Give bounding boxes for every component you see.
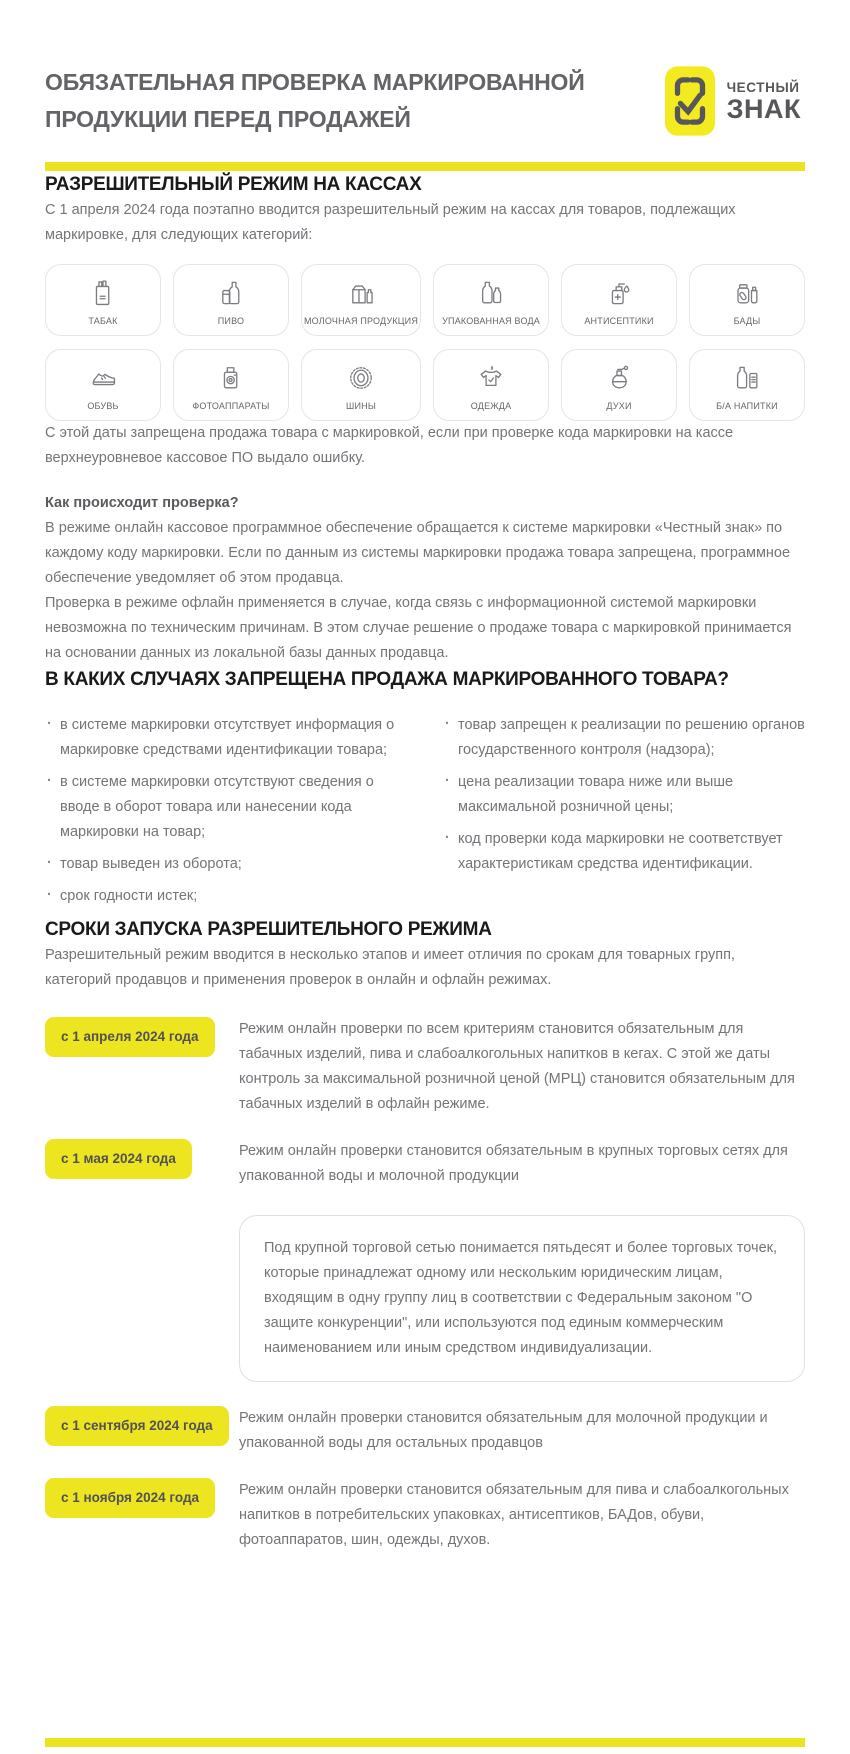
- category-card-perfume: [561, 349, 677, 421]
- bullet-item: · в системе маркировки отсутствует информация о маркировке средствами идентификации товара;: [45, 713, 407, 763]
- category-card-dairy: [301, 264, 421, 336]
- timeline-entry-text: Режим онлайн проверки по всем критериям становится обязательным для табачных изделий, пива и слабоалкогольных напитков в кегах. С этой же даты контроль за максимальной розничной ценой (МРЦ) становится обязательным для табачных изделий в офлайн режиме.: [239, 1021, 795, 1112]
- category-label: ПИВО: [217, 315, 245, 326]
- timeline-entry: [45, 1406, 805, 1456]
- brand-bottom: ЗНАК: [726, 94, 801, 124]
- page-title-line1: ОБЯЗАТЕЛЬНАЯ ПРОВЕРКА МАРКИРОВАННОЙ: [45, 69, 585, 95]
- yellow-divider-bottom: [45, 1738, 805, 1747]
- bullet-item: · товар запрещен к реализации по решению органов государственного контроля (надзора);: [443, 713, 805, 763]
- chestny-znak-check-icon: [665, 66, 715, 136]
- timeline-entry: [45, 1017, 805, 1117]
- category-label: МОЛОЧНАЯ ПРОДУКЦИЯ: [303, 315, 419, 326]
- timeline-intro: Разрешительный режим вводится в несколько этапов и имеет отличия по срокам для товарных групп, категорий продавцов и применения проверок в онлайн и офлайн режимах.: [45, 947, 735, 988]
- water-bottles-icon: [473, 274, 509, 312]
- category-label: ОБУВЬ: [87, 400, 119, 411]
- category-label: УПАКОВАННАЯ ВОДА: [442, 315, 540, 326]
- soft-drink-icon: [729, 359, 765, 397]
- bullet-item: · в системе маркировки отсутствуют сведения о вводе в оборот товара или нанесении кода маркировки на товар;: [45, 770, 407, 845]
- bullet-item: · срок годности истек;: [45, 884, 407, 909]
- category-grid: [45, 264, 805, 421]
- category-card-cameras: [173, 349, 289, 421]
- beer-bottle-icon: [213, 274, 249, 312]
- category-card-clothes: [433, 349, 549, 421]
- date-badge: с 1 мая 2024 года: [45, 1139, 192, 1179]
- category-label: АНТИСЕПТИКИ: [584, 315, 654, 326]
- timeline-entry: [45, 1139, 805, 1189]
- timeline-entry-text: Режим онлайн проверки становится обязательным в крупных торговых сетях для упакованной воды и молочной продукции: [239, 1143, 788, 1184]
- section-heading-permit: РАЗРЕШИТЕЛЬНЫЙ РЕЖИМ НА КАССАХ: [45, 174, 422, 195]
- note-text: Под крупной торговой сетью понимается пятьдесят и более торговых точек, которые принадлежат одному или нескольким юридическим лицам, входящим в одну группу лиц в соответствии с Федеральным законом "О защите конкуренции", или используются под единым коммерческим наименованием или иным средством индивидуализации.: [264, 1240, 778, 1356]
- supplements-jar-icon: [729, 274, 765, 312]
- brand-top: ЧЕСТНЫЙ: [726, 80, 800, 95]
- category-label: ДУХИ: [606, 400, 632, 411]
- category-card-soft-drinks: [689, 349, 805, 421]
- timeline-entry-text: Режим онлайн проверки становится обязательным для пива и слабоалкогольных напитков в потребительских упаковках, антисептиков, БАДов, обуви, фотоаппаратов, шин, одежды, духов.: [239, 1482, 789, 1548]
- sneaker-icon: [85, 359, 121, 397]
- tire-icon: [343, 359, 379, 397]
- perfume-bottle-icon: [601, 359, 637, 397]
- bullet-item: · товар выведен из оборота;: [45, 852, 407, 877]
- date-badge: с 1 апреля 2024 года: [45, 1017, 215, 1057]
- category-label: БАДЫ: [733, 315, 761, 326]
- category-card-supplements: [689, 264, 805, 336]
- cigarette-pack-icon: [85, 274, 121, 312]
- category-card-tires: [301, 349, 421, 421]
- page-title: [45, 64, 585, 138]
- section-forbidden-cases: [45, 666, 805, 916]
- online-mode-paragraph: В режиме онлайн кассовое программное обеспечение обращается к системе маркировки «Честный знак» по каждому коду маркировки. Если по данным из системы маркировки продажа товара запрещена, программное обеспечение уведомляет об этом продавца.: [45, 520, 791, 586]
- permit-intro: С 1 апреля 2024 года поэтапно вводится разрешительный режим на кассах для товаров, подлежащих маркировке, для следующих категорий:: [45, 202, 736, 243]
- bullet-item: · цена реализации товара ниже или выше максимальной розничной цены;: [443, 770, 805, 820]
- antiseptic-bottle-icon: [601, 274, 637, 312]
- date-badge: с 1 сентября 2024 года: [45, 1406, 229, 1446]
- category-label: ШИНЫ: [346, 400, 376, 411]
- section-heading-timeline: СРОКИ ЗАПУСКА РАЗРЕШИТЕЛЬНОГО РЕЖИМА: [45, 919, 492, 940]
- section-heading-forbidden: В КАКИХ СЛУЧАЯХ ЗАПРЕЩЕНА ПРОДАЖА МАРКИРОВАННОГО ТОВАРА?: [45, 669, 729, 690]
- yellow-divider-top: [45, 162, 805, 171]
- brand-name: [727, 80, 801, 122]
- category-label: ТАБАК: [88, 315, 118, 326]
- header: [45, 0, 805, 138]
- chestny-znak-logo: [665, 66, 801, 136]
- category-label: ОДЕЖДА: [470, 400, 512, 411]
- camera-icon: [213, 359, 249, 397]
- section-permit-mode: [45, 171, 805, 666]
- how-check-heading: Как происходит проверка?: [45, 495, 239, 511]
- section-timeline: [45, 916, 805, 1553]
- category-card-shoes: [45, 349, 161, 421]
- forbidden-left-column: [45, 713, 407, 916]
- bullet-item: · код проверки кода маркировки не соответствует характеристикам средства идентификации.: [443, 827, 805, 877]
- category-card-antiseptic: [561, 264, 677, 336]
- forbidden-bullets: [45, 713, 805, 916]
- page-title-line2: ПРОДУКЦИИ ПЕРЕД ПРОДАЖЕЙ: [45, 106, 411, 132]
- category-card-beer: [173, 264, 289, 336]
- tshirt-icon: [473, 359, 509, 397]
- large-retail-note-box: [239, 1215, 805, 1382]
- forbidden-right-column: [443, 713, 805, 916]
- timeline-entry: [45, 1478, 805, 1553]
- category-label: Б/А НАПИТКИ: [716, 400, 778, 411]
- offline-mode-paragraph: Проверка в режиме офлайн применяется в случае, когда связь с информационной системой маркировки невозможна по техническим причинам. В этом случае решение о продаже товара с маркировкой принимается на основании данных из локальной базы данных продавца.: [45, 595, 792, 661]
- category-card-tobacco: [45, 264, 161, 336]
- category-label: ФОТОАППАРАТЫ: [192, 400, 270, 411]
- after-grid-paragraph: С этой даты запрещена продажа товара с маркировкой, если при проверке кода маркировки на кассе верхнеуровневое кассовое ПО выдало ошибку.: [45, 425, 734, 466]
- category-card-water: [433, 264, 549, 336]
- timeline-list: [45, 1017, 805, 1553]
- date-badge: с 1 ноября 2024 года: [45, 1478, 215, 1518]
- timeline-entry-text: Режим онлайн проверки становится обязательным для молочной продукции и упакованной воды для остальных продавцов: [239, 1410, 768, 1451]
- dairy-products-icon: [343, 274, 379, 312]
